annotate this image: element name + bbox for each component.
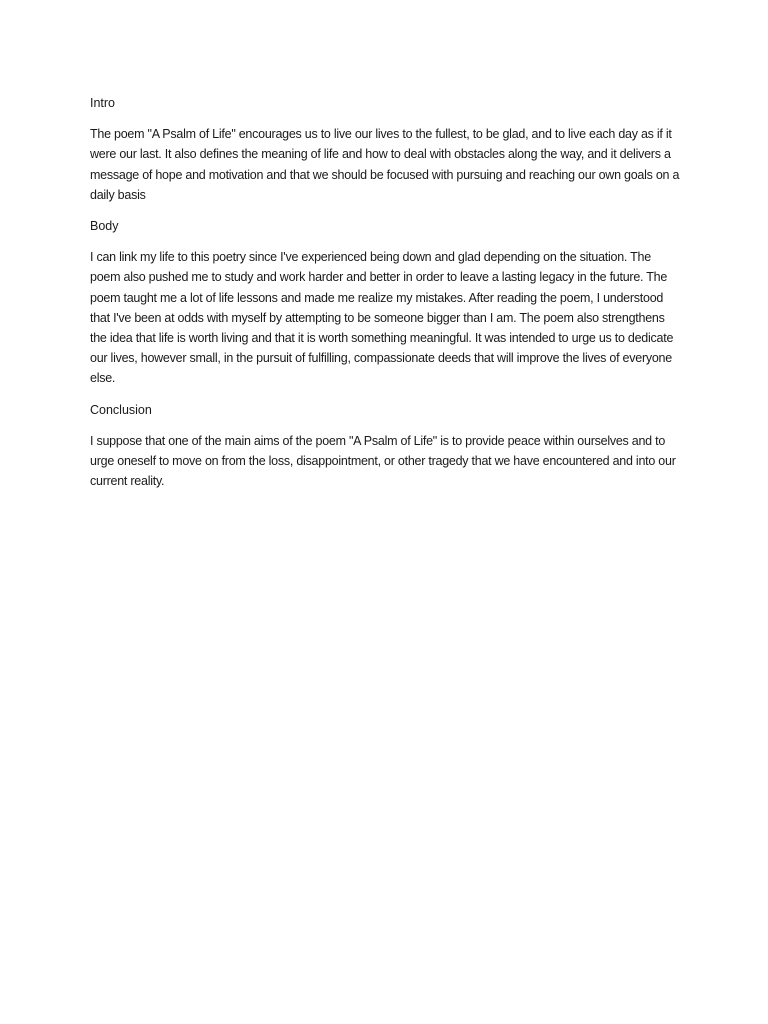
section-intro [90, 93, 680, 205]
document-page [90, 93, 680, 502]
section-paragraph-body: I can link my life to this poetry since I've experienced being down and glad depending on the situation. The poem also pushed me to study and work harder and better in order to leave a lasting legacy in the future. The poem taught me a lot of life lessons and made me realize my mistakes. After reading the poem, I understood that I've been at odds with myself by attempting to be someone bigger than I am. The poem also strengthens the idea that life is worth living and that it is worth something meaningful. It was intended to urge us to dedicate our lives, however small, in the pursuit of fulfilling, compassionate deeds that will improve the lives of everyone else. [90, 250, 674, 386]
section-heading-body: Body [90, 219, 119, 234]
section-paragraph-conclusion: I suppose that one of the main aims of the poem "A Psalm of Life" is to provide peace within ourselves and to urge oneself to move on from the loss, disappointment, or other tragedy that we have encountered and into our current reality. [90, 433, 676, 489]
section-paragraph-intro: The poem "A Psalm of Life" encourages us to live our lives to the fullest, to be glad, and to live each day as if it were our last. It also defines the meaning of life and how to deal with obstacles along the way, and it delivers a message of hope and motivation and that we should be focused with pursuing and reaching our own goals on a daily basis [90, 127, 680, 202]
section-conclusion [90, 400, 680, 492]
section-heading-intro: Intro [90, 96, 116, 110]
section-heading-conclusion: Conclusion [90, 402, 152, 417]
section-body [90, 216, 680, 389]
